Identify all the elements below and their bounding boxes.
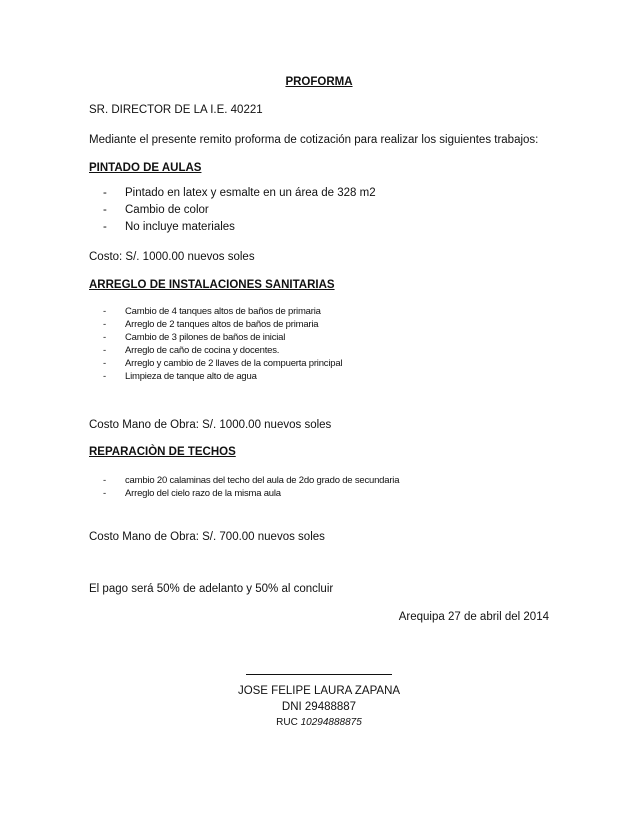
section-heading-sanitary: ARREGLO DE INSTALACIONES SANITARIAS [89, 279, 335, 291]
list-item: - Arreglo y cambio de 2 llaves de la compuerta principal [103, 358, 343, 369]
section-cost-roofs: Costo Mano de Obra: S/. 700.00 nuevos soles [89, 531, 325, 543]
signature-name: JOSE FELIPE LAURA ZAPANA [237, 685, 401, 697]
list-dash: - [103, 345, 106, 356]
list-dash: - [103, 371, 106, 382]
list-item: - cambio 20 calaminas del techo del aula de 2do grado de secundaria [103, 475, 400, 486]
list-dash: - [103, 358, 106, 369]
section-cost-painting: Costo: S/. 1000.00 nuevos soles [89, 251, 255, 263]
list-item: - Arreglo de 2 tanques altos de baños de primaria [103, 319, 319, 330]
list-item: - Arreglo del cielo razo de la misma aula [103, 488, 281, 499]
list-item: - Cambio de 3 pilones de baños de inicial [103, 332, 286, 343]
list-dash: - [103, 319, 106, 330]
section-heading-roofs: REPARACIÒN DE TECHOS [89, 446, 236, 458]
roof-items [103, 474, 399, 500]
intro-text: Mediante el presente remito proforma de cotización para realizar los siguientes trabajos: [89, 134, 539, 146]
place-date: Arequipa 27 de abril del 2014 [398, 611, 549, 623]
list-item: - Arreglo de caño de cocina y docentes. [103, 345, 280, 356]
list-dash: - [103, 306, 106, 317]
list-item: - Limpieza de tanque alto de agua [103, 371, 257, 382]
list-dash: - [103, 187, 107, 199]
signature-line [246, 674, 392, 675]
signature-ruc [0, 716, 638, 729]
sanitary-items [103, 305, 342, 383]
section-cost-sanitary: Costo Mano de Obra: S/. 1000.00 nuevos soles [89, 419, 332, 431]
list-dash: - [103, 332, 106, 343]
list-dash: - [103, 488, 106, 499]
list-item: - Pintado en latex y esmalte en un área de 328 m2 [103, 185, 376, 202]
list-item: - No incluye materiales [103, 219, 376, 236]
addressee: SR. DIRECTOR DE LA I.E. 40221 [89, 104, 263, 116]
ruc-number: 10294888875 [300, 717, 362, 728]
payment-terms: El pago será 50% de adelanto y 50% al concluir [89, 583, 334, 595]
document-title: PROFORMA [285, 76, 353, 88]
painting-items [103, 185, 376, 236]
list-item: - Cambio de color [103, 202, 376, 219]
list-dash: - [103, 475, 106, 486]
list-item: - Cambio de 4 tanques altos de baños de primaria [103, 306, 321, 317]
list-dash: - [103, 204, 107, 216]
signature-dni: DNI 29488887 [281, 701, 357, 713]
list-dash: - [103, 221, 107, 233]
section-heading-painting: PINTADO DE AULAS [89, 162, 202, 174]
ruc-label: RUC [276, 717, 298, 728]
